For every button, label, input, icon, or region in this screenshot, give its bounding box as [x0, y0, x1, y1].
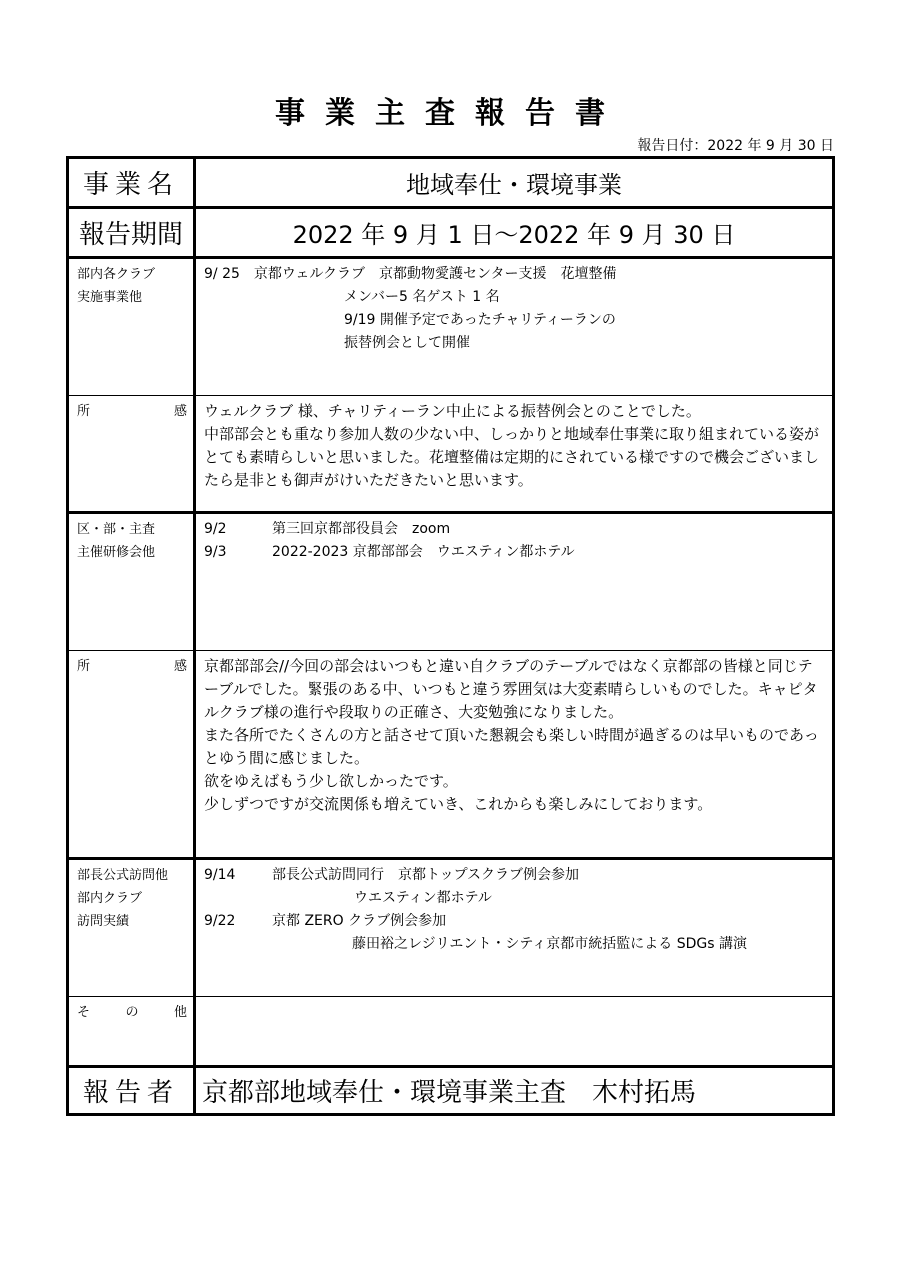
visit-date: 9/14	[204, 867, 236, 883]
other-label-char: そ	[77, 1005, 91, 1020]
seminar-text: 2022-2023 京都部部会 ウエスティン都ホテル	[272, 544, 575, 560]
report-date: 報告日付：2022 年 9 月 30 日	[637, 138, 834, 154]
other-label-char: 他	[173, 1005, 187, 1020]
seminars-label-line2: 主催研修会他	[77, 545, 156, 560]
seminar-item	[204, 541, 826, 564]
impression1-label-right: 感	[173, 404, 187, 419]
visit-text: 京都 ZERO クラブ例会参加	[272, 913, 447, 929]
seminar-date: 9/3	[204, 544, 227, 560]
club-activities-content	[195, 258, 834, 396]
period-label: 報告期間	[68, 208, 195, 258]
other-content	[195, 997, 834, 1067]
seminar-text: 第三回京都部役員会 zoom	[272, 521, 451, 537]
other-label	[68, 997, 195, 1067]
impression1-label	[68, 396, 195, 513]
visit-item	[204, 864, 826, 887]
club-activities-label-line1: 部内各クラブ	[77, 267, 156, 282]
seminars-label	[68, 513, 195, 651]
visits-label-line2: 部内クラブ	[77, 891, 143, 906]
visits-label	[68, 859, 195, 997]
period-value: 2022 年 9 月 1 日～2022 年 9 月 30 日	[195, 208, 834, 258]
seminars-content	[195, 513, 834, 651]
document-title: 事業主査報告書	[275, 96, 625, 131]
club-activity-line: メンバー5 名ゲスト 1 名	[344, 289, 500, 305]
visits-label-line3: 訪問実績	[77, 914, 130, 929]
report-table	[66, 156, 835, 1116]
club-activity-line: 振替例会として開催	[344, 335, 470, 351]
seminars-label-line1: 区・部・主査	[77, 522, 156, 537]
club-activities-label	[68, 258, 195, 396]
impression2-label	[68, 651, 195, 859]
visit-sub: ウエスティン都ホテル	[354, 890, 492, 906]
other-label-char: の	[125, 1005, 139, 1020]
impression2-text: 京都部部会//今回の部会はいつもと違い自クラブのテーブルではなく京都部の皆様と同じテーブルでした。緊張のある中、いつもと違う雰囲気は大変素晴らしいものでした。キャピタルクラブ様の進行や段取りの正確さ、大変勉強になりました。 また各所でたくさんの方と話させて頂いた懇親会も楽しい時間が過ぎるのは早いものであっとゆう間に感じました。 欲をゆえばもう少し欲しかったです。 少しずつですが交流関係も増えていき、これからも楽しみにしております。	[195, 651, 834, 859]
reporter-label: 報告者	[68, 1067, 195, 1115]
visits-content	[195, 859, 834, 997]
impression1-text: ウェルクラブ 様、チャリティーラン中止による振替例会とのことでした。 中部部会とも重なり参加人数の少ない中、しっかりと地域奉仕事業に取り組まれている姿がとても素晴らしいと思いました。花壇整備は定期的にされている様ですので機会ございましたら是非とも御声がけいただきたいと思います。	[195, 396, 834, 513]
visit-text: 部長公式訪問同行 京都トップスクラブ例会参加	[272, 867, 580, 883]
project-label: 事業名	[68, 158, 195, 208]
club-activity-line: 9/ 25 京都ウェルクラブ 京都動物愛護センター支援 花壇整備	[204, 266, 617, 282]
project-name: 地域奉仕・環境事業	[195, 158, 834, 208]
visit-item	[204, 910, 826, 933]
club-activities-label-line2: 実施事業他	[77, 290, 143, 305]
reporter-name: 京都部地域奉仕・環境事業主査 木村拓馬	[195, 1067, 834, 1115]
seminar-date: 9/2	[204, 521, 227, 537]
visit-sub: 藤田裕之レジリエント・シティ京都市統括監による SDGs 講演	[352, 936, 747, 952]
visits-label-line1: 部長公式訪問他	[77, 868, 169, 883]
visit-date: 9/22	[204, 913, 236, 929]
club-activity-line: 9/19 開催予定であったチャリティーランの	[344, 312, 616, 328]
impression2-label-left: 所	[77, 659, 91, 674]
seminar-item	[204, 518, 826, 541]
impression2-label-right: 感	[173, 659, 187, 674]
impression1-label-left: 所	[77, 404, 91, 419]
